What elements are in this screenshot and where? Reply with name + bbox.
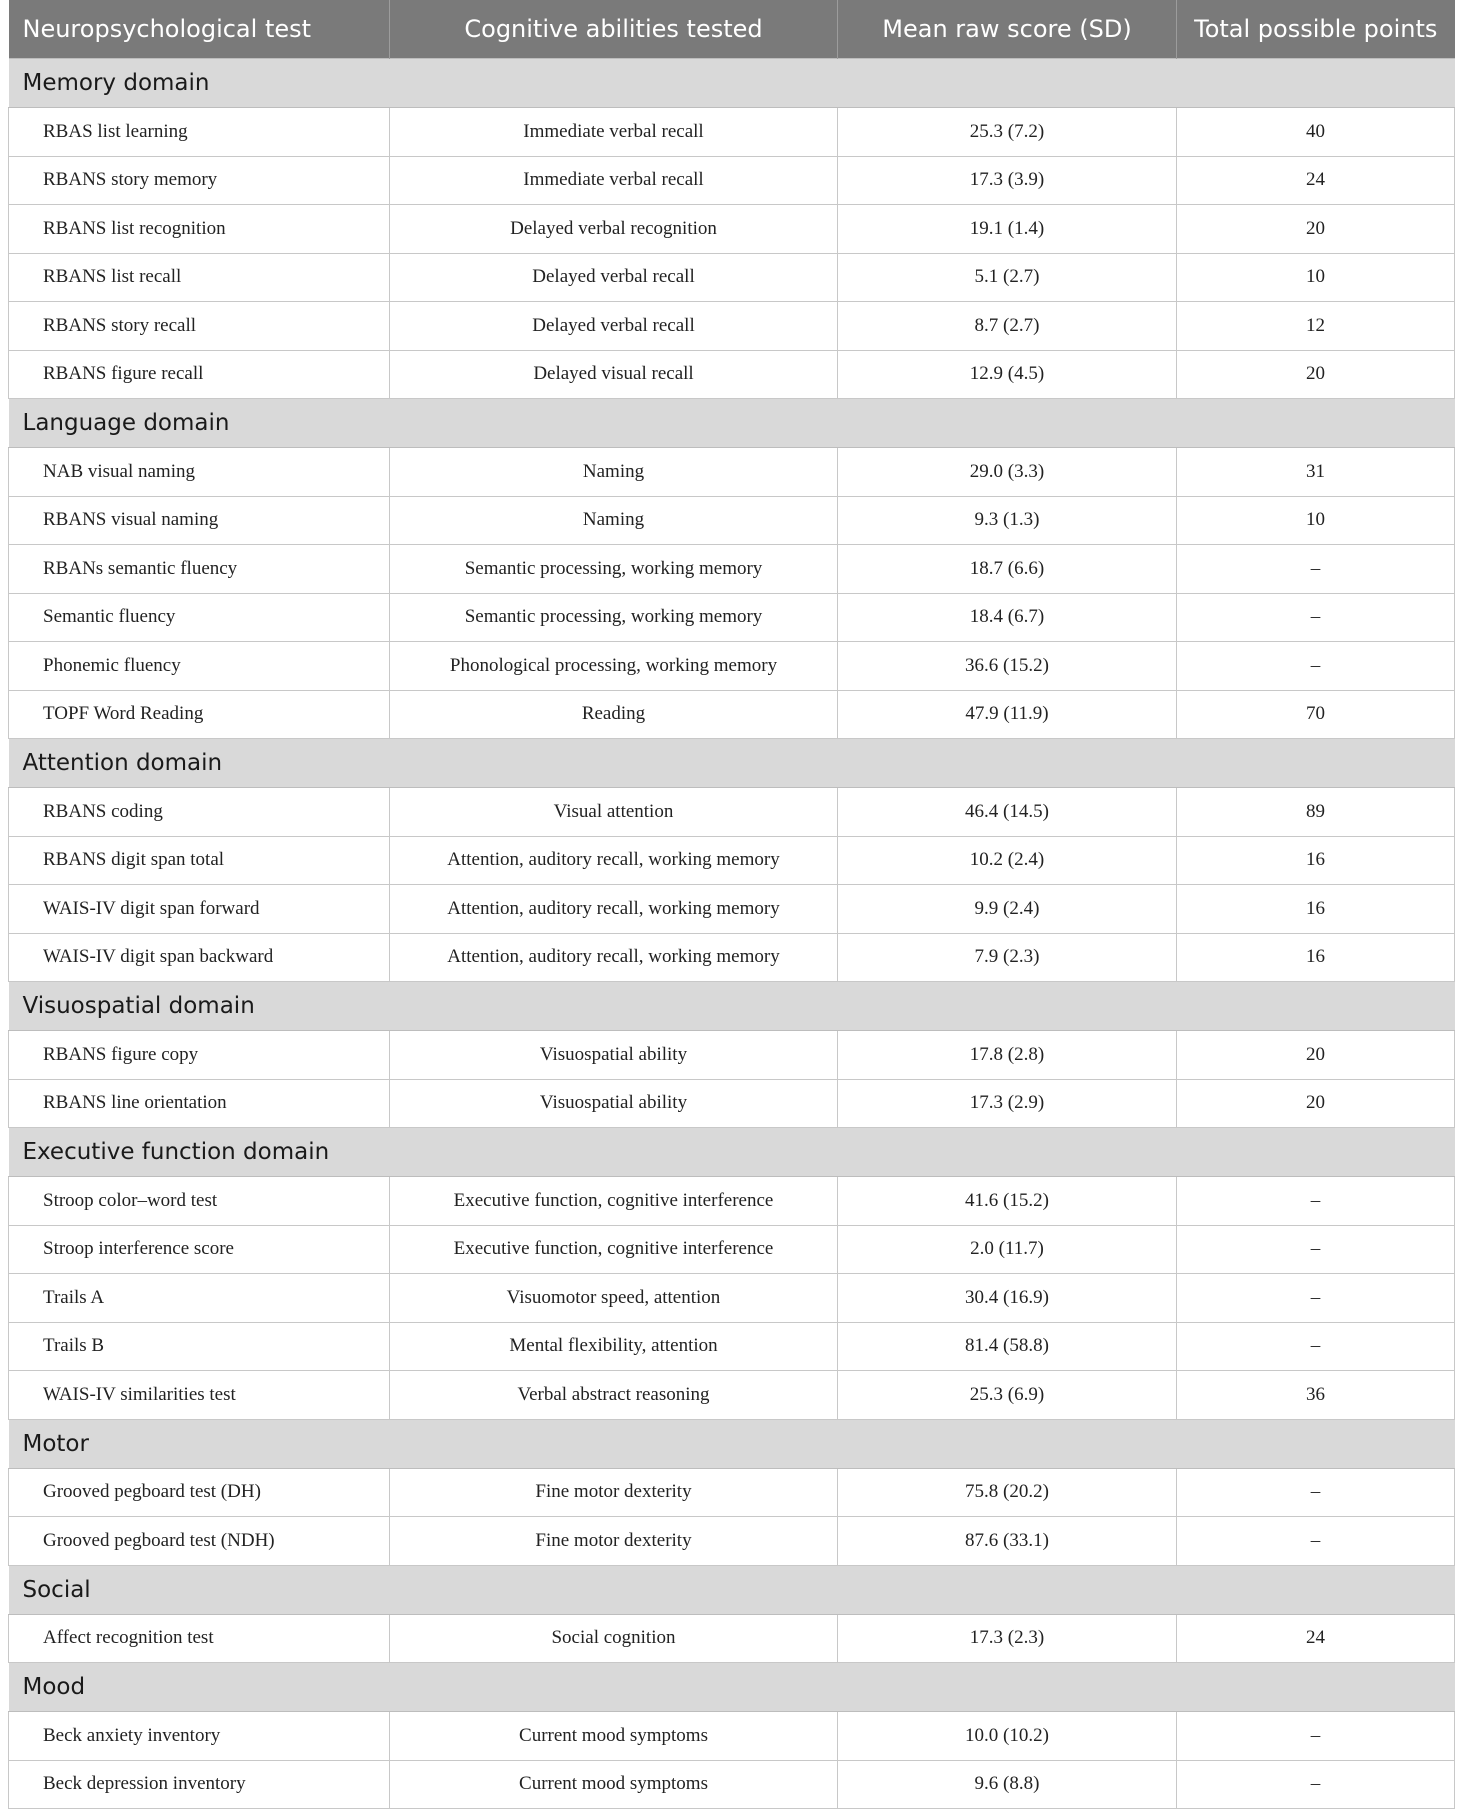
- cell-total: 89: [1177, 788, 1455, 837]
- cell-test: Phonemic fluency: [9, 642, 390, 691]
- table-row: [9, 448, 1455, 497]
- cell-total: 16: [1177, 836, 1455, 885]
- section-row: [9, 1128, 1455, 1177]
- cell-total: –: [1177, 1322, 1455, 1371]
- table-row: [9, 836, 1455, 885]
- cell-mean: 17.8 (2.8): [838, 1031, 1177, 1080]
- cell-ability: Semantic processing, working memory: [390, 593, 838, 642]
- cell-total: 10: [1177, 496, 1455, 545]
- header-total: Total possible points: [1177, 0, 1455, 59]
- cell-ability: Verbal abstract reasoning: [390, 1371, 838, 1420]
- cell-test: Trails B: [9, 1322, 390, 1371]
- cell-total: –: [1177, 1712, 1455, 1761]
- cell-total: 16: [1177, 933, 1455, 982]
- section-title: Visuospatial domain: [9, 982, 1455, 1031]
- cell-test: Stroop color–word test: [9, 1177, 390, 1226]
- section-row: [9, 739, 1455, 788]
- table-row: [9, 1225, 1455, 1274]
- cell-test: Beck depression inventory: [9, 1760, 390, 1809]
- table-row: [9, 545, 1455, 594]
- cell-test: WAIS-IV similarities test: [9, 1371, 390, 1420]
- cell-total: 10: [1177, 253, 1455, 302]
- cell-ability: Executive function, cognitive interference: [390, 1177, 838, 1226]
- cell-ability: Fine motor dexterity: [390, 1517, 838, 1566]
- cell-test: RBANS digit span total: [9, 836, 390, 885]
- table-row: [9, 1177, 1455, 1226]
- cell-total: –: [1177, 1274, 1455, 1323]
- section-row: [9, 59, 1455, 108]
- cell-ability: Reading: [390, 690, 838, 739]
- section-title: Language domain: [9, 399, 1455, 448]
- section-row: [9, 1565, 1455, 1614]
- section-row: [9, 1419, 1455, 1468]
- cell-test: Trails A: [9, 1274, 390, 1323]
- table-row: [9, 1079, 1455, 1128]
- table-row: [9, 1322, 1455, 1371]
- table-row: [9, 788, 1455, 837]
- header-ability: Cognitive abilities tested: [390, 0, 838, 59]
- table-row: [9, 1371, 1455, 1420]
- cell-mean: 19.1 (1.4): [838, 205, 1177, 254]
- cell-mean: 41.6 (15.2): [838, 1177, 1177, 1226]
- cell-test: RBANS list recall: [9, 253, 390, 302]
- cell-mean: 18.7 (6.6): [838, 545, 1177, 594]
- cell-test: WAIS-IV digit span forward: [9, 885, 390, 934]
- cell-total: 70: [1177, 690, 1455, 739]
- cell-mean: 17.3 (2.9): [838, 1079, 1177, 1128]
- cell-total: –: [1177, 1517, 1455, 1566]
- cell-total: 16: [1177, 885, 1455, 934]
- table-row: [9, 350, 1455, 399]
- cell-ability: Current mood symptoms: [390, 1760, 838, 1809]
- cell-mean: 8.7 (2.7): [838, 302, 1177, 351]
- cell-ability: Visuospatial ability: [390, 1031, 838, 1080]
- section-title: Attention domain: [9, 739, 1455, 788]
- cell-total: 24: [1177, 156, 1455, 205]
- section-title: Social: [9, 1565, 1455, 1614]
- cell-test: Beck anxiety inventory: [9, 1712, 390, 1761]
- cell-total: 12: [1177, 302, 1455, 351]
- table-row: [9, 156, 1455, 205]
- cell-total: 20: [1177, 1079, 1455, 1128]
- cell-mean: 87.6 (33.1): [838, 1517, 1177, 1566]
- cell-mean: 2.0 (11.7): [838, 1225, 1177, 1274]
- cell-total: –: [1177, 1177, 1455, 1226]
- cell-ability: Immediate verbal recall: [390, 156, 838, 205]
- table-row: [9, 253, 1455, 302]
- section-row: [9, 399, 1455, 448]
- cell-total: 20: [1177, 1031, 1455, 1080]
- cell-ability: Delayed verbal recognition: [390, 205, 838, 254]
- cell-total: 36: [1177, 1371, 1455, 1420]
- cell-ability: Phonological processing, working memory: [390, 642, 838, 691]
- cell-ability: Visuospatial ability: [390, 1079, 838, 1128]
- cell-ability: Social cognition: [390, 1614, 838, 1663]
- header-mean: Mean raw score (SD): [838, 0, 1177, 59]
- cell-test: RBANS line orientation: [9, 1079, 390, 1128]
- cell-mean: 46.4 (14.5): [838, 788, 1177, 837]
- cell-test: RBANS figure recall: [9, 350, 390, 399]
- header-row: [9, 0, 1455, 59]
- cell-ability: Delayed verbal recall: [390, 302, 838, 351]
- cell-test: RBANS list recognition: [9, 205, 390, 254]
- table-row: [9, 302, 1455, 351]
- cell-total: –: [1177, 1225, 1455, 1274]
- cell-test: RBANS story memory: [9, 156, 390, 205]
- cell-mean: 5.1 (2.7): [838, 253, 1177, 302]
- cell-ability: Mental flexibility, attention: [390, 1322, 838, 1371]
- table-row: [9, 933, 1455, 982]
- table-body: [9, 59, 1455, 1809]
- cell-mean: 18.4 (6.7): [838, 593, 1177, 642]
- cell-ability: Attention, auditory recall, working memory: [390, 885, 838, 934]
- table-row: [9, 1760, 1455, 1809]
- cell-total: –: [1177, 1760, 1455, 1809]
- cell-total: –: [1177, 593, 1455, 642]
- cell-mean: 9.9 (2.4): [838, 885, 1177, 934]
- table-row: [9, 205, 1455, 254]
- table-header: [9, 0, 1455, 59]
- table-row: [9, 1517, 1455, 1566]
- cell-total: 24: [1177, 1614, 1455, 1663]
- table-row: [9, 593, 1455, 642]
- table-row: [9, 690, 1455, 739]
- section-title: Mood: [9, 1663, 1455, 1712]
- cell-mean: 17.3 (2.3): [838, 1614, 1177, 1663]
- cell-mean: 36.6 (15.2): [838, 642, 1177, 691]
- cell-total: –: [1177, 1468, 1455, 1517]
- cell-ability: Fine motor dexterity: [390, 1468, 838, 1517]
- cell-total: 20: [1177, 205, 1455, 254]
- cell-mean: 25.3 (7.2): [838, 108, 1177, 157]
- table-row: [9, 1614, 1455, 1663]
- cell-mean: 7.9 (2.3): [838, 933, 1177, 982]
- cell-mean: 25.3 (6.9): [838, 1371, 1177, 1420]
- section-title: Executive function domain: [9, 1128, 1455, 1177]
- cell-test: RBANs semantic fluency: [9, 545, 390, 594]
- cell-mean: 81.4 (58.8): [838, 1322, 1177, 1371]
- cell-test: RBANS story recall: [9, 302, 390, 351]
- cell-ability: Naming: [390, 496, 838, 545]
- cell-mean: 17.3 (3.9): [838, 156, 1177, 205]
- cell-ability: Semantic processing, working memory: [390, 545, 838, 594]
- cell-ability: Delayed verbal recall: [390, 253, 838, 302]
- table-row: [9, 108, 1455, 157]
- section-title: Motor: [9, 1419, 1455, 1468]
- cell-test: TOPF Word Reading: [9, 690, 390, 739]
- cell-test: Grooved pegboard test (NDH): [9, 1517, 390, 1566]
- section-row: [9, 1663, 1455, 1712]
- cell-ability: Visual attention: [390, 788, 838, 837]
- cell-mean: 29.0 (3.3): [838, 448, 1177, 497]
- table-row: [9, 496, 1455, 545]
- table-container: [8, 0, 1454, 1809]
- cell-mean: 9.3 (1.3): [838, 496, 1177, 545]
- cell-total: 40: [1177, 108, 1455, 157]
- cell-total: –: [1177, 545, 1455, 594]
- cell-ability: Visuomotor speed, attention: [390, 1274, 838, 1323]
- cell-mean: 10.2 (2.4): [838, 836, 1177, 885]
- cell-total: 20: [1177, 350, 1455, 399]
- cell-mean: 9.6 (8.8): [838, 1760, 1177, 1809]
- table-row: [9, 1712, 1455, 1761]
- header-test: Neuropsychological test: [9, 0, 390, 59]
- table-row: [9, 1274, 1455, 1323]
- table-row: [9, 885, 1455, 934]
- cell-ability: Naming: [390, 448, 838, 497]
- cell-total: 31: [1177, 448, 1455, 497]
- cell-test: RBAS list learning: [9, 108, 390, 157]
- cell-mean: 75.8 (20.2): [838, 1468, 1177, 1517]
- cell-ability: Attention, auditory recall, working memory: [390, 836, 838, 885]
- cell-mean: 10.0 (10.2): [838, 1712, 1177, 1761]
- table-row: [9, 1031, 1455, 1080]
- section-title: Memory domain: [9, 59, 1455, 108]
- cell-test: Stroop interference score: [9, 1225, 390, 1274]
- cell-ability: Attention, auditory recall, working memory: [390, 933, 838, 982]
- cell-test: RBANS coding: [9, 788, 390, 837]
- cell-test: Affect recognition test: [9, 1614, 390, 1663]
- cell-ability: Executive function, cognitive interference: [390, 1225, 838, 1274]
- cell-mean: 47.9 (11.9): [838, 690, 1177, 739]
- cell-mean: 12.9 (4.5): [838, 350, 1177, 399]
- cell-test: Semantic fluency: [9, 593, 390, 642]
- cell-ability: Delayed visual recall: [390, 350, 838, 399]
- cell-test: WAIS-IV digit span backward: [9, 933, 390, 982]
- cell-test: NAB visual naming: [9, 448, 390, 497]
- neuropsych-table: [8, 0, 1455, 1809]
- cell-test: RBANS visual naming: [9, 496, 390, 545]
- section-row: [9, 982, 1455, 1031]
- cell-test: Grooved pegboard test (DH): [9, 1468, 390, 1517]
- cell-test: RBANS figure copy: [9, 1031, 390, 1080]
- cell-mean: 30.4 (16.9): [838, 1274, 1177, 1323]
- cell-ability: Current mood symptoms: [390, 1712, 838, 1761]
- cell-total: –: [1177, 642, 1455, 691]
- table-row: [9, 642, 1455, 691]
- cell-ability: Immediate verbal recall: [390, 108, 838, 157]
- table-row: [9, 1468, 1455, 1517]
